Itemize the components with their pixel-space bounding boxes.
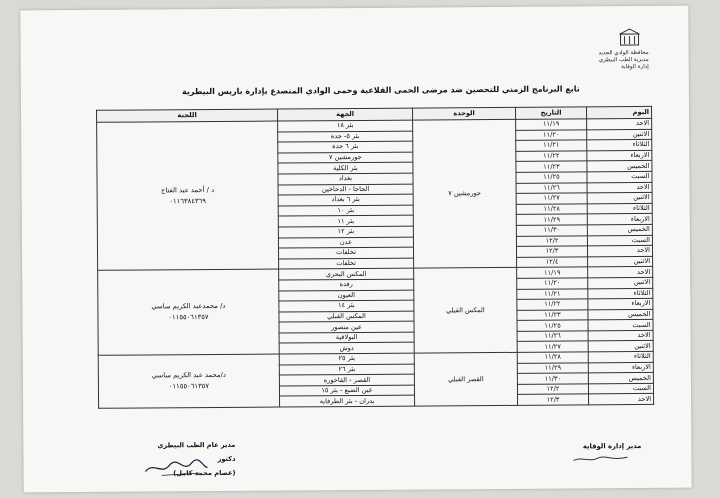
cell-date: ١١/٢٣ — [516, 161, 587, 172]
org-header — [569, 50, 649, 72]
cell-place: بئر ٦ جدة — [278, 141, 413, 153]
cell-day: الثلاثاء — [587, 203, 652, 214]
cell-day: الاحد — [587, 246, 652, 257]
prevention-director-title: مدير إدارة الوقاية — [582, 442, 642, 451]
org-line: إدارة الوقاية — [621, 63, 649, 71]
cell-date: ١١/٢٣ — [517, 310, 588, 321]
cell-place: عين منصور — [279, 321, 414, 333]
cell-date: ١٢/٤ — [517, 257, 588, 268]
cell-place: تخلفات — [279, 258, 414, 270]
cell-day: السبت — [587, 171, 652, 182]
cell-date: ١١/٣٠ — [517, 373, 588, 384]
cell-date: ١١/٢٩ — [517, 363, 588, 374]
cell-date: ١١/٢٠ — [516, 129, 587, 140]
document-page — [20, 6, 691, 493]
cell-date: ١١/٢٢ — [517, 299, 588, 310]
cell-place: جورمشين ٧ — [278, 152, 413, 164]
cell-place: بئر ٥- جدة — [278, 131, 413, 143]
cell-date: ١١/٣٠ — [516, 225, 587, 236]
cell-day: الاربعاء — [587, 214, 652, 225]
cell-date: ١١/٢١ — [517, 288, 588, 299]
cell-place: بدران - بئر الطرفاية — [280, 396, 415, 408]
cell-day: السبت — [588, 383, 653, 394]
team-phone: ٠١١٥٥٠٦١٣٥٧ — [168, 382, 210, 391]
signature-general-director — [141, 457, 211, 479]
cell-place: بئر ١١ — [278, 215, 413, 227]
column-header-unit: الوحدة — [413, 107, 516, 120]
cell-place: البولاقية — [279, 332, 414, 344]
cell-place: بئر ٢٥ — [279, 353, 414, 365]
org-line: مديرية الطب البيطري — [598, 56, 649, 64]
team-name: د / أحمد عبد الفتاح — [160, 185, 215, 195]
cell-date: ١١/١٩ — [516, 119, 587, 130]
cell-day: السبت — [588, 320, 653, 331]
cell-date: ١١/٢٢ — [516, 151, 587, 162]
cell-team — [98, 354, 279, 408]
cell-unit: القصر القبلي — [414, 352, 517, 406]
cell-date: ١١/٢١ — [516, 140, 587, 151]
org-line: محافظة الوادي الجديد — [598, 49, 649, 57]
cell-place: المكس البحري — [279, 268, 414, 280]
cell-date: ١١/١٩ — [517, 267, 588, 278]
cell-place: بئر ١٠ — [278, 205, 413, 217]
cell-day: الاحد — [588, 267, 653, 278]
team-phone: ٠١١٦٣٨٤٣٦٩ — [169, 196, 206, 205]
cell-team — [97, 121, 279, 271]
column-header-place: الجهة — [278, 108, 413, 121]
cell-date: ١٢/٢ — [516, 235, 587, 246]
cell-place: بئر ١٨ — [278, 120, 413, 132]
general-director-name: (عصام محمد كامل) — [173, 468, 236, 478]
cell-day: الاحد — [587, 182, 652, 193]
signature-prevention-director — [571, 452, 631, 466]
cell-day: الخميس — [587, 224, 652, 235]
cell-place: العيون — [279, 290, 414, 302]
cell-place: تخلفات — [278, 247, 413, 259]
cell-date: ١١/٢٠ — [517, 278, 588, 289]
cell-place: بئر ١٢ — [278, 226, 413, 238]
cell-place: القصر - القاخورة — [279, 374, 414, 386]
cell-day: الاربعاء — [588, 299, 653, 310]
cell-day: الثلاثاء — [588, 288, 653, 299]
cell-day: الاحد — [589, 394, 654, 405]
emblem-icon — [618, 28, 640, 46]
cell-day: الخميس — [587, 161, 652, 172]
team-name: د/ محمدعبد الكريم ساسي — [151, 302, 226, 311]
column-header-date: التاريخ — [516, 107, 587, 119]
team-name: د/محمد عبد الكريم ساسي — [151, 370, 226, 380]
cell-date: ١١/٢٧ — [517, 341, 588, 352]
cell-date: ١٢/٣ — [518, 394, 589, 405]
cell-day: السبت — [587, 235, 652, 246]
cell-day: الاحد — [588, 330, 653, 341]
cell-day: الاثنين — [588, 256, 653, 267]
cell-day: الاثنين — [587, 129, 652, 140]
cell-team — [98, 269, 280, 355]
cell-day: الاثنين — [588, 277, 653, 288]
cell-place: رفدة — [279, 279, 414, 291]
cell-day: الاحد — [587, 118, 652, 129]
cell-date: ١١/٢٧ — [516, 193, 587, 204]
schedule-body — [97, 118, 654, 408]
cell-date: ١١/٢٦ — [517, 331, 588, 342]
column-header-day: اليوم — [587, 106, 652, 118]
column-header-team: اللجنة — [97, 109, 278, 122]
cell-day: الاثنين — [587, 193, 652, 204]
cell-place: عين الضبع - بئر ١٥ — [279, 385, 414, 397]
document-title: تابع البرنامج الزمني للتحصين ضد مرضى الحمى القلاعية وحمى الوادي المتصدع بإدارة باريس البيطرية — [181, 84, 580, 97]
team-phone: ٠١١٥٥٠٦١٣٥٧ — [168, 313, 209, 322]
cell-place: المكس القبلي — [279, 311, 414, 323]
cell-place: عدن — [278, 237, 413, 249]
cell-date: ١١/٢٨ — [517, 352, 588, 363]
cell-unit: جورمشين ٧ — [413, 119, 517, 268]
cell-day: الاربعاء — [588, 362, 653, 373]
general-director-role: دكتور — [217, 454, 236, 463]
cell-place: الجاجا - الدخاخين — [278, 184, 413, 196]
cell-place: بئر ٦ بغداد — [278, 194, 413, 206]
cell-date: ١١/٢٩ — [516, 214, 587, 225]
cell-day: الخميس — [588, 309, 653, 320]
cell-place: بئر ١٤ — [279, 300, 414, 312]
cell-date: ١١/٢٨ — [516, 204, 587, 215]
schedule-table — [96, 106, 654, 409]
cell-day: الاثنين — [588, 341, 653, 352]
cell-date: ١٢/٢ — [517, 384, 588, 395]
general-director-title: مدير عام الطب البيطري — [157, 440, 236, 450]
cell-place: بئر الكلية — [278, 162, 413, 174]
cell-date: ١٢/٣ — [516, 246, 587, 257]
cell-date: ١١/٢٦ — [516, 182, 587, 193]
cell-day: الثلاثاء — [587, 140, 652, 151]
cell-day: الاربعاء — [587, 150, 652, 161]
cell-place: بئر ٢٦ — [279, 364, 414, 376]
cell-place: بغداد — [278, 173, 413, 185]
cell-day: الخميس — [588, 373, 653, 384]
cell-date: ١١/٢٥ — [516, 172, 587, 183]
cell-day: الثلاثاء — [588, 351, 653, 362]
cell-date: ١١/٢٥ — [517, 320, 588, 331]
cell-place: دوش — [279, 343, 414, 355]
cell-unit: المكس القبلي — [414, 268, 518, 353]
